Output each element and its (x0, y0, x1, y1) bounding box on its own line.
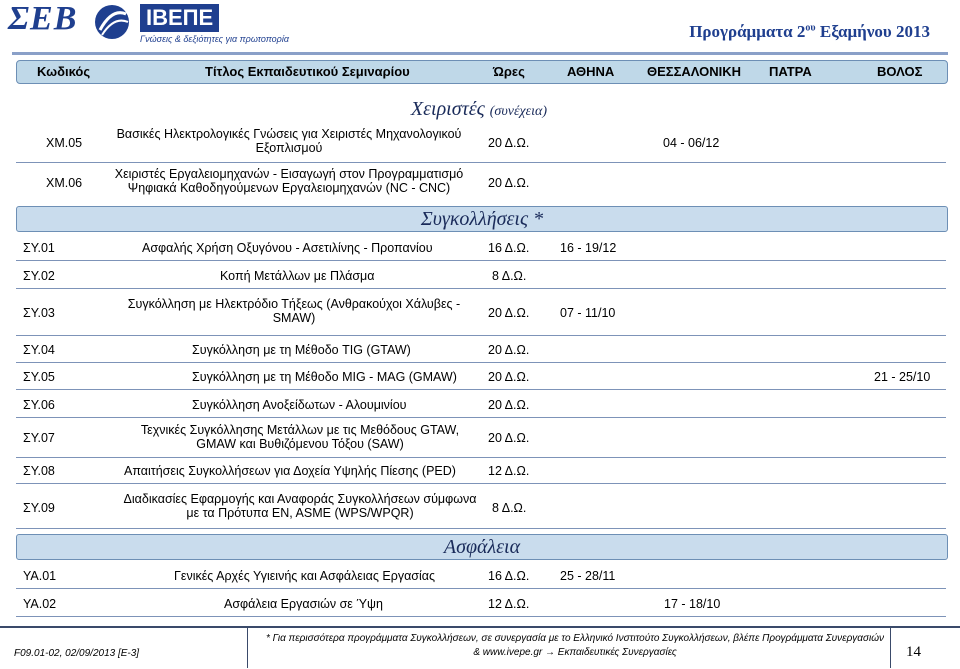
row-title: Απαιτήσεις Συγκολλήσεων για Δοχεία Υψηλής Πίεσης (PED) (124, 464, 456, 478)
seb-logo: ΣΕΒ (8, 0, 78, 37)
header-thessaloniki: ΘΕΣΣΑΛΟΝΙΚΗ (647, 64, 741, 79)
row-title: Συγκόλληση με τη Μέθοδο TIG (GTAW) (192, 343, 411, 357)
row-title: Συγκόλληση με τη Μέθοδο MIG - MAG (GMAW) (192, 370, 457, 384)
row-code: ΣΥ.02 (23, 269, 55, 283)
row-title: Τεχνικές Συγκόλλησης Μετάλλων με τις Μεθόδους GTAW, GMAW και Βυθιζόμενου Τόξου (SAW) (140, 423, 460, 451)
header-volos: ΒΟΛΟΣ (877, 64, 923, 79)
table-row (16, 459, 946, 484)
row-code: ΧΜ.06 (46, 176, 83, 190)
table-row (16, 592, 946, 617)
row-athens: 07 - 11/10 (560, 306, 616, 320)
row-code: ΧΜ.05 (46, 136, 83, 150)
footer-separator (247, 628, 248, 668)
program-title: Προγράμματα $2^{o\upsilon}$ Εξαμήνου 2013 (689, 22, 930, 41)
row-hours: 20 Δ.Ω. (488, 431, 530, 445)
row-title: Κοπή Μετάλλων με Πλάσμα (220, 269, 375, 283)
row-code: ΣΥ.05 (23, 370, 55, 384)
table-row (16, 165, 946, 201)
row-code: ΣΥ.07 (23, 431, 55, 445)
header-code: Κωδικός (37, 64, 91, 79)
row-code: ΣΥ.09 (23, 501, 55, 515)
row-athens: 25 - 28/11 (560, 569, 616, 583)
section-welding: Συγκολλήσεις * (16, 206, 948, 232)
ivepe-link[interactable]: www.ivepe.gr (482, 647, 543, 658)
header-divider (12, 52, 948, 55)
page-number: 14 (906, 644, 921, 660)
row-title: Ασφαλής Χρήση Οξυγόνου - Ασετιλίνης - Προπανίου (142, 241, 433, 255)
row-hours: 12 Δ.Ω. (488, 597, 530, 611)
row-thessaloniki: 04 - 06/12 (663, 136, 720, 150)
row-hours: 20 Δ.Ω. (488, 343, 530, 357)
document-code: F09.01-02, 02/09/2013 [E-3] (14, 648, 140, 659)
row-title: Συγκόλληση με Ηλεκτρόδιο Τήξεως (Ανθρακούχοι Χάλυβες - SMAW) (127, 297, 461, 325)
row-title: Ασφάλεια Εργασιών σε Ύψη (224, 597, 383, 611)
table-row (16, 393, 946, 418)
row-hours: 12 Δ.Ω. (488, 464, 530, 478)
row-hours: 8 Δ.Ω. (492, 501, 527, 515)
table-row (16, 124, 946, 163)
row-hours: 20 Δ.Ω. (488, 370, 530, 384)
row-hours: 20 Δ.Ω. (488, 176, 530, 190)
ivepe-logo-subtitle: Γνώσεις & δεξιότητες για πρωτοπορία (140, 34, 289, 44)
header-hours: Ώρες (493, 64, 525, 79)
row-hours: 20 Δ.Ω. (488, 306, 530, 320)
table-row (16, 564, 946, 589)
table-row (16, 365, 946, 390)
row-hours: 16 Δ.Ω. (488, 241, 530, 255)
footer-note-line2: & www.ivepe.gr → Εκπαιδευτικές Συνεργασίες (473, 647, 677, 658)
row-code: ΥΑ.01 (23, 569, 57, 583)
row-code: ΣΥ.01 (23, 241, 55, 255)
row-title: Χειριστές Εργαλειομηχανών - Εισαγωγή στον Προγραμματισμό Ψηφιακά Καθοδηγούμενων Εργαλειομηχανών (NC - CNC) (114, 167, 464, 195)
row-code: ΣΥ.08 (23, 464, 55, 478)
section-operators: Χειριστές (συνέχεια) (410, 98, 548, 120)
row-code: ΣΥ.06 (23, 398, 55, 412)
row-title: Βασικές Ηλεκτρολογικές Γνώσεις για Χειριστές Μηχανολογικού Εξοπλισμού (116, 127, 462, 155)
row-hours: 16 Δ.Ω. (488, 569, 530, 583)
row-title: Συγκόλληση Ανοξείδωτων - Αλουμινίου (192, 398, 407, 412)
row-hours: 20 Δ.Ω. (488, 398, 530, 412)
row-hours: 8 Δ.Ω. (492, 269, 527, 283)
seb-emblem-icon (92, 2, 132, 42)
table-header (16, 60, 948, 84)
header-athens: ΑΘΗΝΑ (567, 64, 615, 79)
row-athens: 16 - 19/12 (560, 241, 617, 255)
section-safety: Ασφάλεια (16, 534, 948, 560)
row-volos: 21 - 25/10 (874, 370, 931, 384)
header-patra: ΠΑΤΡΑ (769, 64, 812, 79)
row-title: Γενικές Αρχές Υγιεινής και Ασφάλειας Εργασίας (174, 569, 436, 583)
table-row (16, 420, 946, 458)
table-row (16, 264, 946, 289)
table-row (16, 338, 946, 363)
table-row (16, 293, 946, 336)
row-code: ΣΥ.03 (23, 306, 55, 320)
row-code: ΣΥ.04 (23, 343, 55, 357)
table-row (16, 488, 946, 529)
table-row (16, 236, 946, 261)
row-code: ΥΑ.02 (23, 597, 57, 611)
row-thessaloniki: 17 - 18/10 (664, 597, 721, 611)
row-hours: 20 Δ.Ω. (488, 136, 530, 150)
footer-note (250, 632, 900, 660)
footer-divider (0, 626, 960, 628)
ivepe-logo (140, 4, 289, 44)
ivepe-logo-text: ΙΒΕΠΕ (140, 4, 219, 32)
header-title: Τίτλος Εκπαιδευτικού Σεμιναρίου (205, 64, 410, 79)
footer-note-line1: * Για περισσότερα προγράμματα Συγκολλήσεων, σε συνεργασία με το Ελληνικό Ινστιτούτο Συγκολλήσεων, βλέπε Προγράμματα Συνεργασιών (265, 633, 885, 644)
row-title: Διαδικασίες Εφαρμογής και Αναφοράς Συγκολλήσεων σύμφωνα με τα Πρότυπα EN, ASME (WPS/WPQR) (123, 492, 477, 520)
